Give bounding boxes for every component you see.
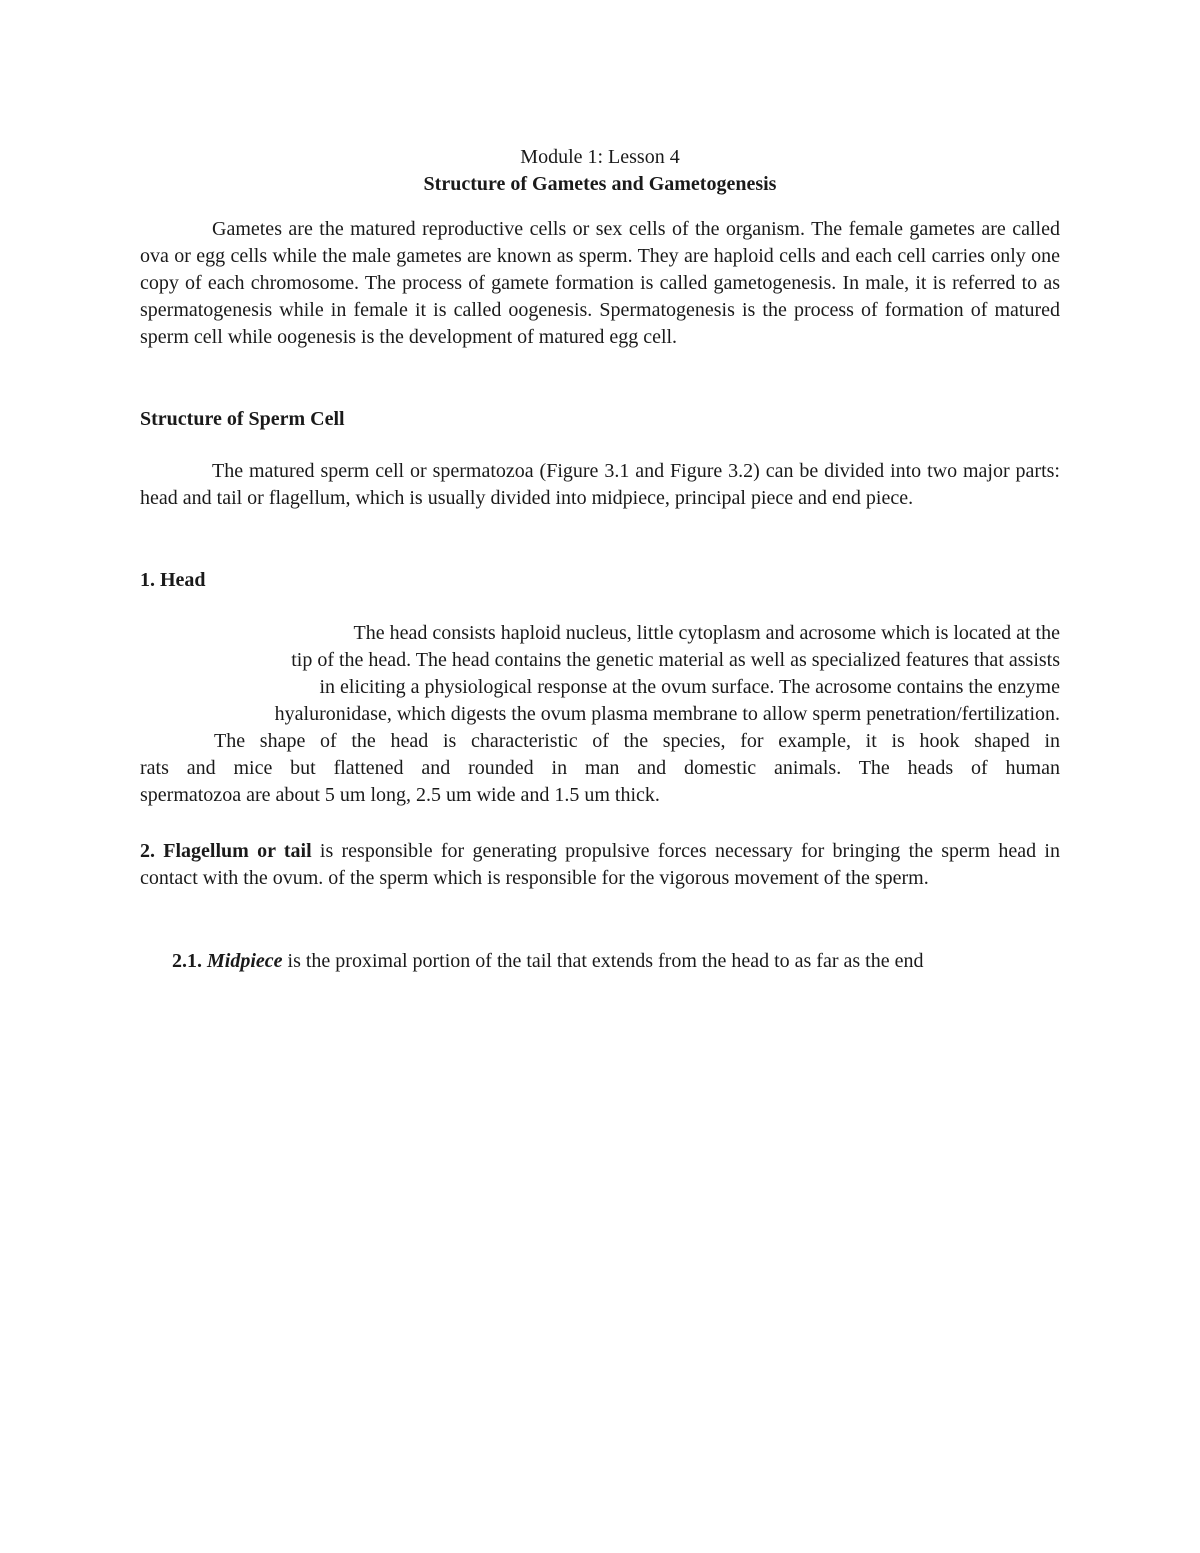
head-paragraph bbox=[130, 620, 1060, 809]
head-line: in eliciting a physiological response at the ovum surface. The acrosome contains the enzyme bbox=[319, 676, 1060, 698]
module-lesson-label: Module 1: Lesson 4 bbox=[520, 146, 680, 168]
head-line: spermatozoa are about 5 um long, 2.5 um wide and 1.5 um thick. bbox=[140, 784, 660, 806]
document-title: Structure of Gametes and Gametogenesis bbox=[423, 173, 777, 195]
head-line: The shape of the head is characteristic of the species, for example, it is hook shaped in bbox=[214, 730, 1060, 752]
head-line: tip of the head. The head contains the genetic material as well as specialized features that assists bbox=[291, 649, 1060, 671]
head-line: The head consists haploid nucleus, little cytoplasm and acrosome which is located at the bbox=[353, 622, 1060, 644]
flagellum-text: is responsible for generating propulsive forces necessary for bringing the sperm head in contact with the ovum. of the sperm which is responsible for the vigorous movement of the sperm. bbox=[140, 840, 1060, 889]
sperm-structure-paragraph: The matured sperm cell or spermatozoa (Figure 3.1 and Figure 3.2) can be divided into two major parts: head and tail or flagellum, which is usually divided into midpiece, principal piece and end piece. bbox=[140, 460, 1060, 509]
midpiece-number: 2.1. bbox=[172, 950, 202, 972]
head-line: rats and mice but flattened and rounded in man and domestic animals. The heads of human bbox=[140, 757, 1060, 779]
intro-paragraph: Gametes are the matured reproductive cells or sex cells of the organism. The female gametes are called ova or egg cells while the male gametes are known as sperm. They are haploid cells and each cell carries only one copy of each chromosome. The process of gamete formation is called gametogenesis. In male, it is referred to as spermatogenesis while in female it is called oogenesis. Spermatogenesis is the process of formation of matured sperm cell while oogenesis is the development of matured egg cell. bbox=[140, 218, 1060, 348]
flagellum-label: 2. Flagellum or tail bbox=[140, 840, 312, 862]
sperm-structure-heading: Structure of Sperm Cell bbox=[140, 408, 345, 430]
head-heading: 1. Head bbox=[140, 569, 206, 591]
midpiece-paragraph bbox=[172, 948, 1072, 974]
flagellum-paragraph bbox=[140, 838, 1060, 892]
midpiece-text: is the proximal portion of the tail that extends from the head to as far as the end bbox=[282, 950, 924, 972]
head-line: hyaluronidase, which digests the ovum plasma membrane to allow sperm penetration/fertilization. bbox=[274, 703, 1060, 725]
midpiece-term: Midpiece bbox=[207, 950, 283, 972]
